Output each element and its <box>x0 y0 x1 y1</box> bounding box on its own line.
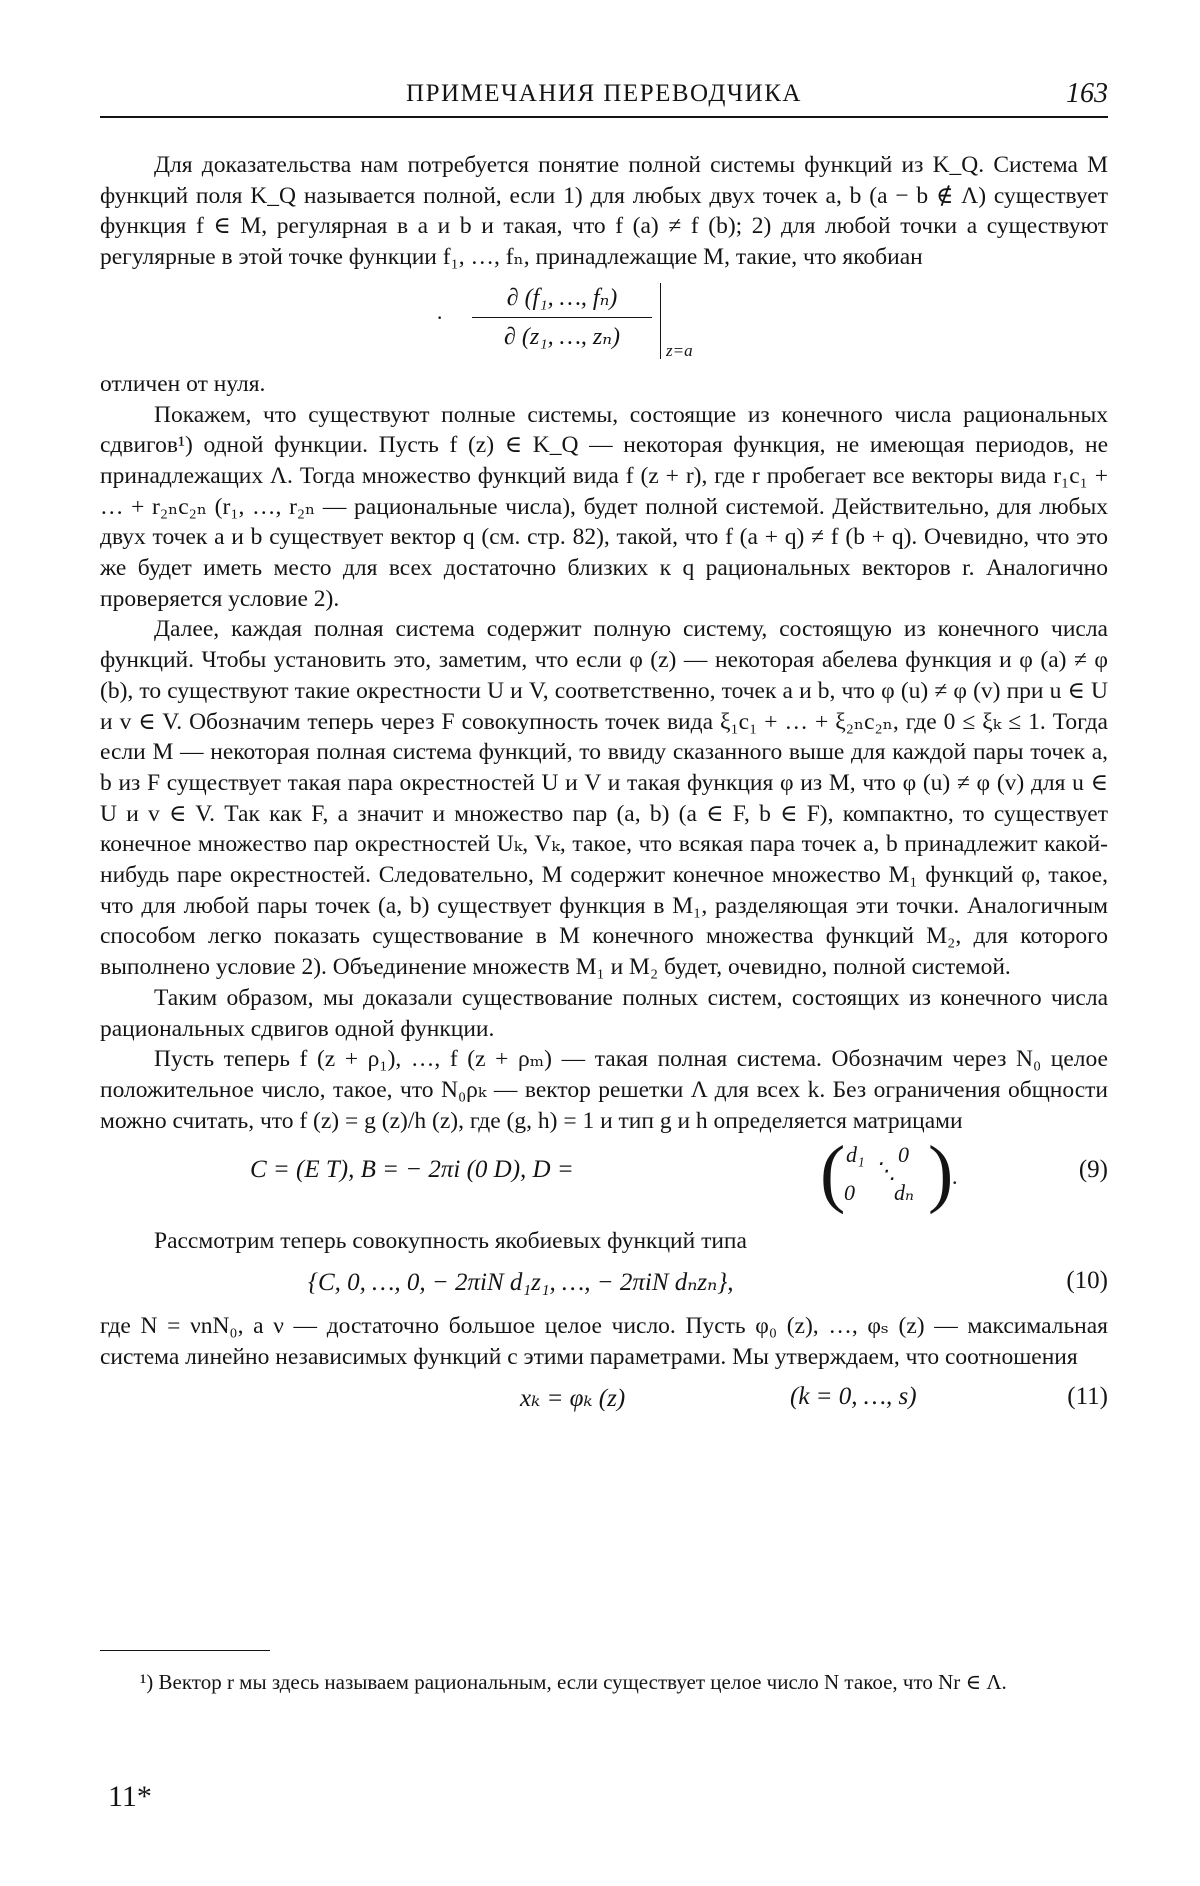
matrix-zero-upper: 0 <box>898 1142 909 1168</box>
footnote: ¹) Вектор r мы здесь называем рациональным, если существует целое число N такое, что Nr ∈ Λ. <box>140 1670 1007 1694</box>
signature-mark: 11* <box>108 1780 152 1813</box>
paragraph-rational-shifts: Покажем, что существуют полные системы, состоящие из конечного числа рациональных сдвигов¹) одной функции. Пусть f (z) ∈ K_Q — некоторая функция, не имеющая периодов, не принадлежащих Λ. Тогда множество функций вида f (z + r), где r пробегает все векторы вида r₁c₁ + … + r₂ₙc₂ₙ (r₁, …, r₂ₙ — рациональные числа), будет полной системой. Действительно, для любых двух точек a и b существует вектор q (см. стр. 82), такой, что f (a + q) ≠ f (b + q). Очевидно, что это же будет иметь место для всех достаточно близких к q рациональных векторов r. Аналогично проверяется условие 2). <box>100 401 1108 612</box>
paragraph-conclusion: Таким образом, мы доказали существование полных систем, состоящих из конечного числа рациональных сдвигов одной функции. <box>100 984 1108 1042</box>
equation-11-body: xₖ = φₖ (z) <box>520 1384 626 1412</box>
paragraph-let-now: Пусть теперь f (z + ρ₁), …, f (z + ρₘ) — такая полная система. Обозначим через N₀ целое положительное число, такое, что N₀ρₖ — вектор решетки Λ для всех k. Без ограничения общности можно считать, что f (z) = g (z)/h (z), где (g, h) = 1 и тип g и h определяется матрицами <box>100 1046 1108 1134</box>
equation-11-range: (k = 0, …, s) <box>790 1382 917 1410</box>
diagonal-matrix-d <box>820 1131 970 1222</box>
page-number: 163 <box>1066 78 1108 109</box>
paragraph-nonzero: отличен от нуля. <box>100 370 266 397</box>
equation-11-number: (11) <box>1067 1382 1108 1410</box>
paragraph-where-n: где N = νnN₀, а ν — достаточно большое целое число. Пусть φ₀ (z), …, φₛ (z) — максимальная система линейно независимых функций с этими параметрами. Мы утверждаем, что соотношения <box>100 1313 1108 1370</box>
formula-dot: · <box>436 304 444 330</box>
fraction-bar <box>472 317 652 318</box>
jacobian-formula <box>100 273 1108 369</box>
matrix-right-paren: ) <box>928 1131 954 1216</box>
equation-9-body: C = (E T), B = − 2πi (0 D), D = <box>250 1156 574 1184</box>
equation-10-body: {C, 0, …, 0, − 2πiN d₁z₁, …, − 2πiN dₙzₙ}, <box>308 1269 734 1297</box>
footnote-rule <box>100 1650 270 1651</box>
paragraph-finite-subsystem: Далее, каждая полная система содержит полную систему, состоящую из конечного числа функций. Чтобы установить это, заметим, что если φ (z) — некоторая абелева функция и φ (a) ≠ φ (b), то существуют такие окрестности U и V, соответственно, точек a и b, что φ (u) ≠ φ (v) при u ∈ U и v ∈ V. Обозначим теперь через F совокупность точек вида ξ₁c₁ + … + ξ₂ₙc₂ₙ, где 0 ≤ ξₖ ≤ 1. Тогда если M — некоторая полная система функций, то ввиду сказанного выше для каждой пары точек a, b из F существует такая пара окрестностей U и V и такая функция φ из M, что φ (u) ≠ φ (v) для u ∈ U и v ∈ V. Так как F, а значит и множество пар (a, b) (a ∈ F, b ∈ F), компактно, то существует конечное множество пар окрестностей Uₖ, Vₖ, такое, что всякая пара точек a, b принадлежит какой-нибудь паре окрестностей. Следовательно, M содержит конечное множество M₁ функций φ, такое, что для любой пары точек (a, b) существует функция в M₁, разделяющая эти точки. Аналогичным способом легко показать существование в M конечного множества функций M₂, для которого выполнено условие 2). Объединение множеств M₁ и M₂ будет, очевидно, полной системой. <box>100 616 1108 981</box>
equation-10-number: (10) <box>1066 1267 1108 1295</box>
equation-9 <box>100 1131 1108 1226</box>
evaluation-bar <box>660 283 661 359</box>
paragraph-complete-system-definition: Для доказательства нам потребуется понятие полной системы функций из K_Q. Система M функций поля K_Q называется полной, если 1) для любых двух точек a, b (a − b ∉ Λ) существует функция f ∈ M, регулярная в a и b и такая, что f (a) ≠ f (b); 2) для любой точки a существуют регулярные в этой точке функции f₁, …, fₙ, принадлежащие M, такие, что якобиан <box>100 152 1108 271</box>
matrix-left-paren: ( <box>820 1131 846 1216</box>
jacobian-denominator: ∂ (z₁, …, zₙ) <box>504 323 620 350</box>
matrix-d1: d₁ <box>846 1142 865 1168</box>
jacobian-fraction <box>472 281 652 354</box>
equation-11 <box>100 1373 1108 1427</box>
matrix-dots: ⋱ <box>874 1158 896 1184</box>
matrix-zero-lower: 0 <box>844 1180 855 1206</box>
equation-10 <box>100 1257 1108 1311</box>
matrix-period: . <box>952 1164 958 1190</box>
header-rule <box>100 116 1108 118</box>
jacobian-subscript: z=a <box>666 340 693 360</box>
page-body <box>100 150 1108 1427</box>
running-head-title: ПРИМЕЧАНИЯ ПЕРЕВОДЧИКА <box>406 80 802 107</box>
jacobian-numerator: ∂ (f₁, …, fₙ) <box>506 284 618 311</box>
equation-9-number: (9) <box>1078 1156 1108 1184</box>
running-head <box>100 80 1108 120</box>
paragraph-consider: Рассмотрим теперь совокупность якобиевых функций типа <box>154 1228 747 1255</box>
matrix-dn: dₙ <box>894 1180 914 1206</box>
